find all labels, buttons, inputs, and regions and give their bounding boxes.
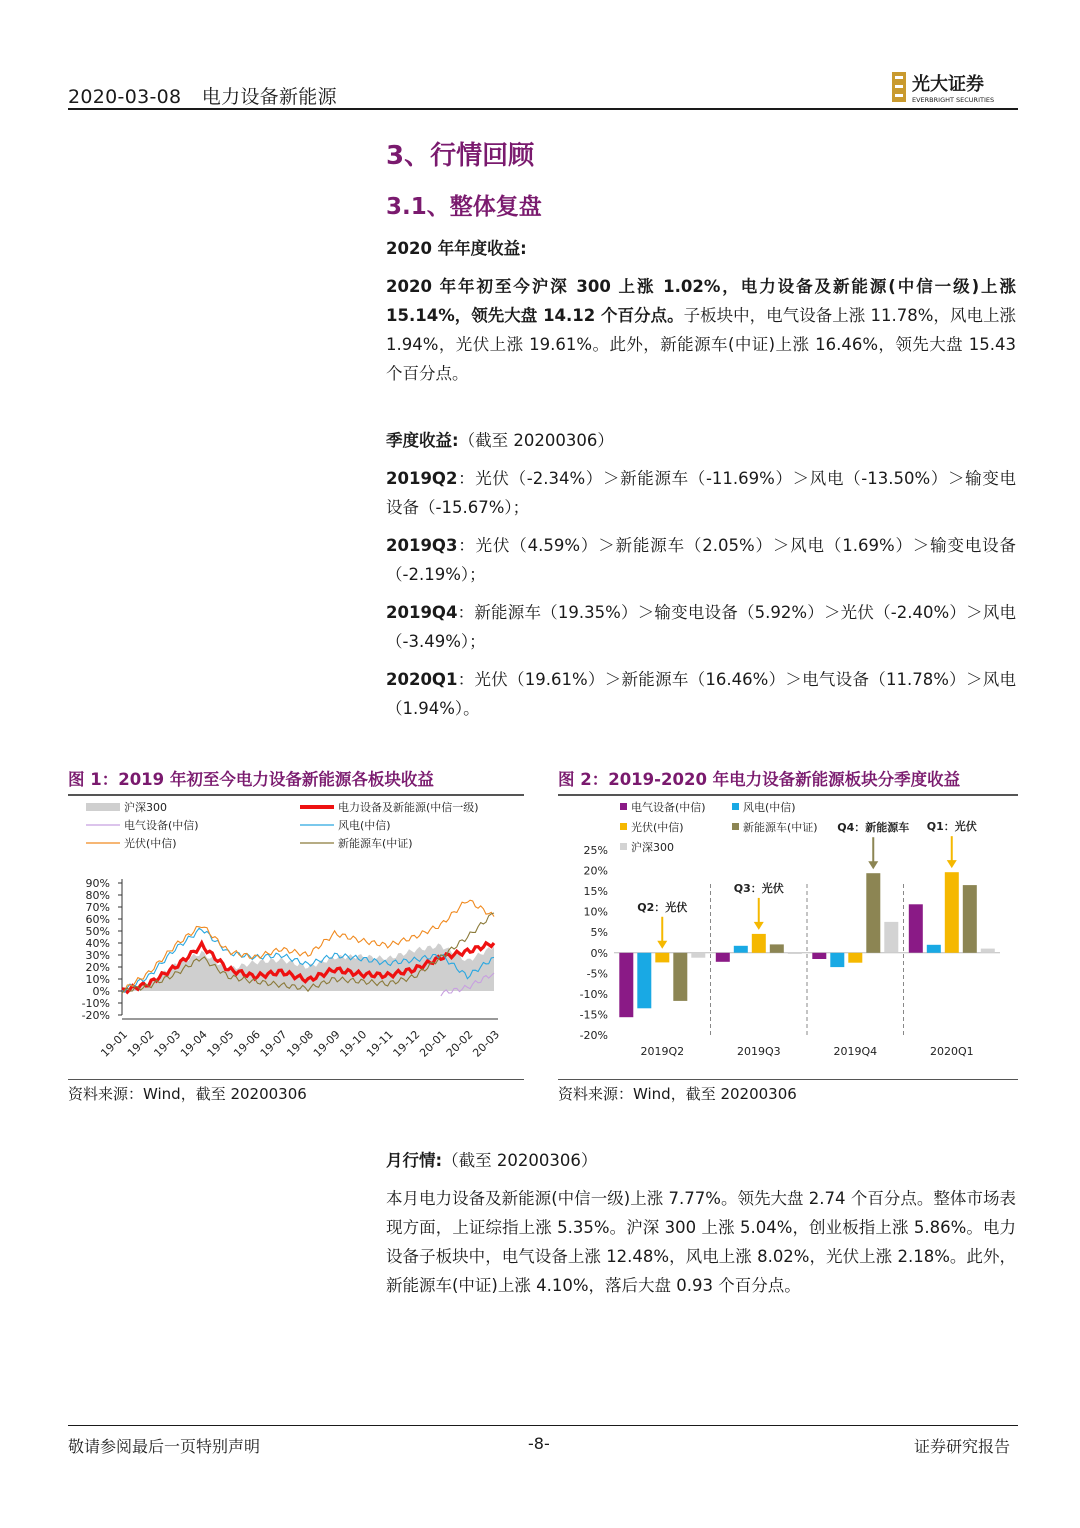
- x-tick-label: 2019Q4: [833, 1045, 878, 1058]
- bar: [884, 922, 898, 953]
- y-tick-label: 0%: [590, 946, 608, 960]
- annotation-label: Q3：光伏: [733, 881, 784, 895]
- y-tick-label: -10%: [579, 987, 608, 1001]
- annual-block: [386, 234, 1016, 388]
- bar: [812, 953, 826, 959]
- y-tick-label: -20%: [579, 1029, 608, 1042]
- legend-swatch: [732, 823, 739, 830]
- bar: [848, 953, 862, 963]
- legend-swatch: [620, 823, 627, 830]
- footer-page-number: -8-: [528, 1434, 550, 1453]
- footer-report-type: 证券研究报告: [914, 1437, 1011, 1456]
- x-tick-label: 19-10: [337, 1027, 370, 1060]
- bar: [673, 953, 687, 1001]
- x-tick-label: 19-03: [151, 1027, 184, 1060]
- x-tick-label: 19-09: [310, 1027, 343, 1060]
- legend-swatch: [620, 843, 627, 850]
- legend-label: 电气设备(中信): [631, 801, 706, 814]
- y-tick-label: 25%: [583, 844, 608, 857]
- y-tick-label: 15%: [583, 885, 608, 899]
- y-tick-label: 10%: [583, 905, 608, 919]
- footer-disclaimer: 敬请参阅最后一页特别声明: [68, 1437, 261, 1456]
- quarter-item: 2019Q2：光伏（-2.34%）＞新能源车（-11.69%）＞风电（-13.50%）＞输变电设备（-15.67%）；: [386, 469, 1016, 517]
- quarterly-block: [386, 426, 1016, 732]
- bar: [637, 953, 651, 1009]
- legend-label: 沪深300: [124, 801, 167, 814]
- quarterly-label: 季度收益:: [386, 431, 459, 450]
- annotation-arrowhead: [947, 860, 957, 868]
- y-tick-label: 70%: [85, 901, 110, 914]
- annotation-arrowhead: [868, 861, 878, 869]
- quarterly-note: （截至 20200306）: [458, 431, 614, 450]
- monthly-note: （截至 20200306）: [442, 1151, 598, 1170]
- legend-label: 新能源车(中证): [338, 837, 413, 850]
- x-tick-label: 19-04: [178, 1027, 210, 1060]
- logo-en: EVERBRIGHT SECURITIES: [912, 96, 995, 104]
- footer-rule: [68, 1425, 1018, 1426]
- section-subtitle: 3.1、整体复盘: [386, 194, 542, 220]
- legend-label: 风电(中信): [743, 801, 796, 814]
- bar: [788, 953, 802, 954]
- annual-paragraph: [386, 272, 1016, 388]
- x-tick-label: 19-12: [390, 1027, 423, 1060]
- legend-swatch: [620, 803, 627, 810]
- x-tick-label: 19-07: [257, 1027, 290, 1060]
- x-tick-label: 2019Q2: [640, 1045, 685, 1058]
- monthly-block: [386, 1146, 1016, 1300]
- y-tick-label: 5%: [590, 926, 608, 940]
- bar: [945, 872, 959, 953]
- figure1-title: 图 1：2019 年初至今电力设备新能源各板块收益: [68, 770, 434, 789]
- legend-label: 沪深300: [631, 841, 674, 854]
- legend-label: 电气设备(中信): [124, 819, 199, 832]
- annual-bold-text: 2020 年年初至今沪深 300 上涨 1.02%，电力设备及新能源(中信一级)上涨 15.14%，领先大盘 14.12 个百分点。: [386, 277, 1016, 325]
- y-tick-label: 0%: [92, 985, 110, 998]
- bar: [927, 945, 941, 953]
- y-tick-label: 20%: [583, 864, 608, 878]
- annotation-arrowhead: [754, 922, 764, 930]
- bar: [691, 953, 705, 958]
- header-rule: [68, 108, 1018, 110]
- annotation-label: Q4：新能源车: [837, 821, 910, 835]
- figure1-top-rule: [68, 794, 524, 796]
- annotation-arrowhead: [657, 941, 667, 949]
- legend-swatch: [86, 803, 120, 811]
- quarter-item: 2019Q4：新能源车（19.35%）＞输变电设备（5.92%）＞光伏（-2.40%）＞风电（-3.49%）；: [386, 603, 1016, 651]
- y-tick-label: 90%: [85, 877, 110, 890]
- y-tick-label: 30%: [85, 949, 110, 962]
- quarter-item: 2020Q1：光伏（19.61%）＞新能源车（16.46%）＞电气设备（11.78%）＞风电（1.94%）。: [386, 670, 1016, 718]
- bar: [716, 953, 730, 962]
- y-tick-label: 20%: [85, 961, 110, 974]
- annual-text: 子板块中，电气设备上涨 11.78%，风电上涨 1.94%，光伏上涨 19.61%。此外，新能源车(中证)上涨 16.46%，领先大盘 15.43 个百分点。: [386, 306, 1016, 383]
- y-tick-label: -15%: [579, 1008, 608, 1022]
- y-tick-label: 10%: [85, 973, 110, 986]
- y-tick-label: 60%: [85, 913, 110, 926]
- y-tick-label: 80%: [85, 889, 110, 902]
- header-date-category: [68, 82, 337, 109]
- y-tick-label: 40%: [85, 937, 110, 950]
- legend-label: 风电(中信): [338, 819, 391, 832]
- figure2-title: 图 2：2019-2020 年电力设备新能源板块分季度收益: [558, 770, 961, 789]
- legend-label: 光伏(中信): [124, 837, 177, 850]
- bar: [909, 904, 923, 952]
- x-tick-label: 20-02: [443, 1027, 476, 1060]
- brand-logo-icon: [890, 68, 1018, 108]
- legend-swatch: [732, 803, 739, 810]
- annual-label: 2020 年年度收益:: [386, 239, 527, 258]
- figure2-top-rule: [558, 794, 1018, 796]
- logo-cn: 光大证券: [912, 74, 984, 95]
- bar: [830, 953, 844, 967]
- x-tick-label: 19-06: [231, 1027, 263, 1060]
- bar: [866, 873, 880, 953]
- x-tick-label: 20-03: [470, 1027, 503, 1060]
- figure1-chart: [68, 797, 524, 1079]
- x-tick-label: 2019Q3: [736, 1045, 781, 1058]
- annotation-label: Q1：光伏: [926, 820, 977, 834]
- x-tick-label: 19-02: [124, 1027, 157, 1060]
- x-tick-label: 2020Q1: [929, 1045, 974, 1058]
- monthly-label: 月行情:: [386, 1151, 443, 1170]
- bar: [619, 953, 633, 1017]
- y-tick-label: -10%: [81, 997, 110, 1010]
- monthly-text: 本月电力设备及新能源(中信一级)上涨 7.77%。领先大盘 2.74 个百分点。整体市场表现方面，上证综指上涨 5.35%。沪深 300 上涨 5.04%，创业板指上涨 5.86%。电力设备子板块中，电气设备上涨 12.48%，风电上涨 8.02%，光伏上涨 2.18%。此外，新能源车(中证)上涨 4.10%，落后大盘 0.93 个百分点。: [386, 1189, 1016, 1295]
- x-tick-label: 19-11: [364, 1027, 396, 1060]
- section-title: 3、行情回顾: [386, 141, 535, 171]
- figure1-source: 资料来源：Wind，截至 20200306: [68, 1085, 307, 1103]
- x-tick-label: 19-05: [204, 1027, 237, 1060]
- header-date: 2020-03-08: [68, 86, 182, 108]
- brand-logo: [890, 68, 1018, 108]
- x-tick-label: 19-01: [98, 1027, 131, 1060]
- header-category: 电力设备新能源: [201, 86, 337, 108]
- legend-label: 新能源车(中证): [743, 821, 818, 834]
- bar: [770, 944, 784, 952]
- figure2-chart: [558, 797, 1018, 1079]
- figure1-bottom-rule: [68, 1079, 524, 1080]
- annotation-label: Q2：光伏: [637, 900, 688, 914]
- bar: [655, 953, 669, 963]
- figure2-bottom-rule: [558, 1079, 1018, 1080]
- y-tick-label: -5%: [586, 967, 608, 981]
- y-tick-label: -20%: [81, 1009, 110, 1022]
- bar: [752, 934, 766, 953]
- bar: [981, 949, 995, 953]
- x-tick-label: 19-08: [284, 1027, 317, 1060]
- bar: [734, 946, 748, 953]
- quarter-item: 2019Q3：光伏（4.59%）＞新能源车（2.05%）＞风电（1.69%）＞输变电设备（-2.19%）；: [386, 536, 1016, 584]
- bar: [963, 885, 977, 953]
- x-tick-label: 20-01: [417, 1027, 449, 1060]
- legend-label: 电力设备及新能源(中信一级): [338, 801, 479, 814]
- legend-label: 光伏(中信): [631, 821, 684, 834]
- y-tick-label: 50%: [85, 925, 110, 938]
- figure2-source: 资料来源：Wind，截至 20200306: [558, 1085, 797, 1103]
